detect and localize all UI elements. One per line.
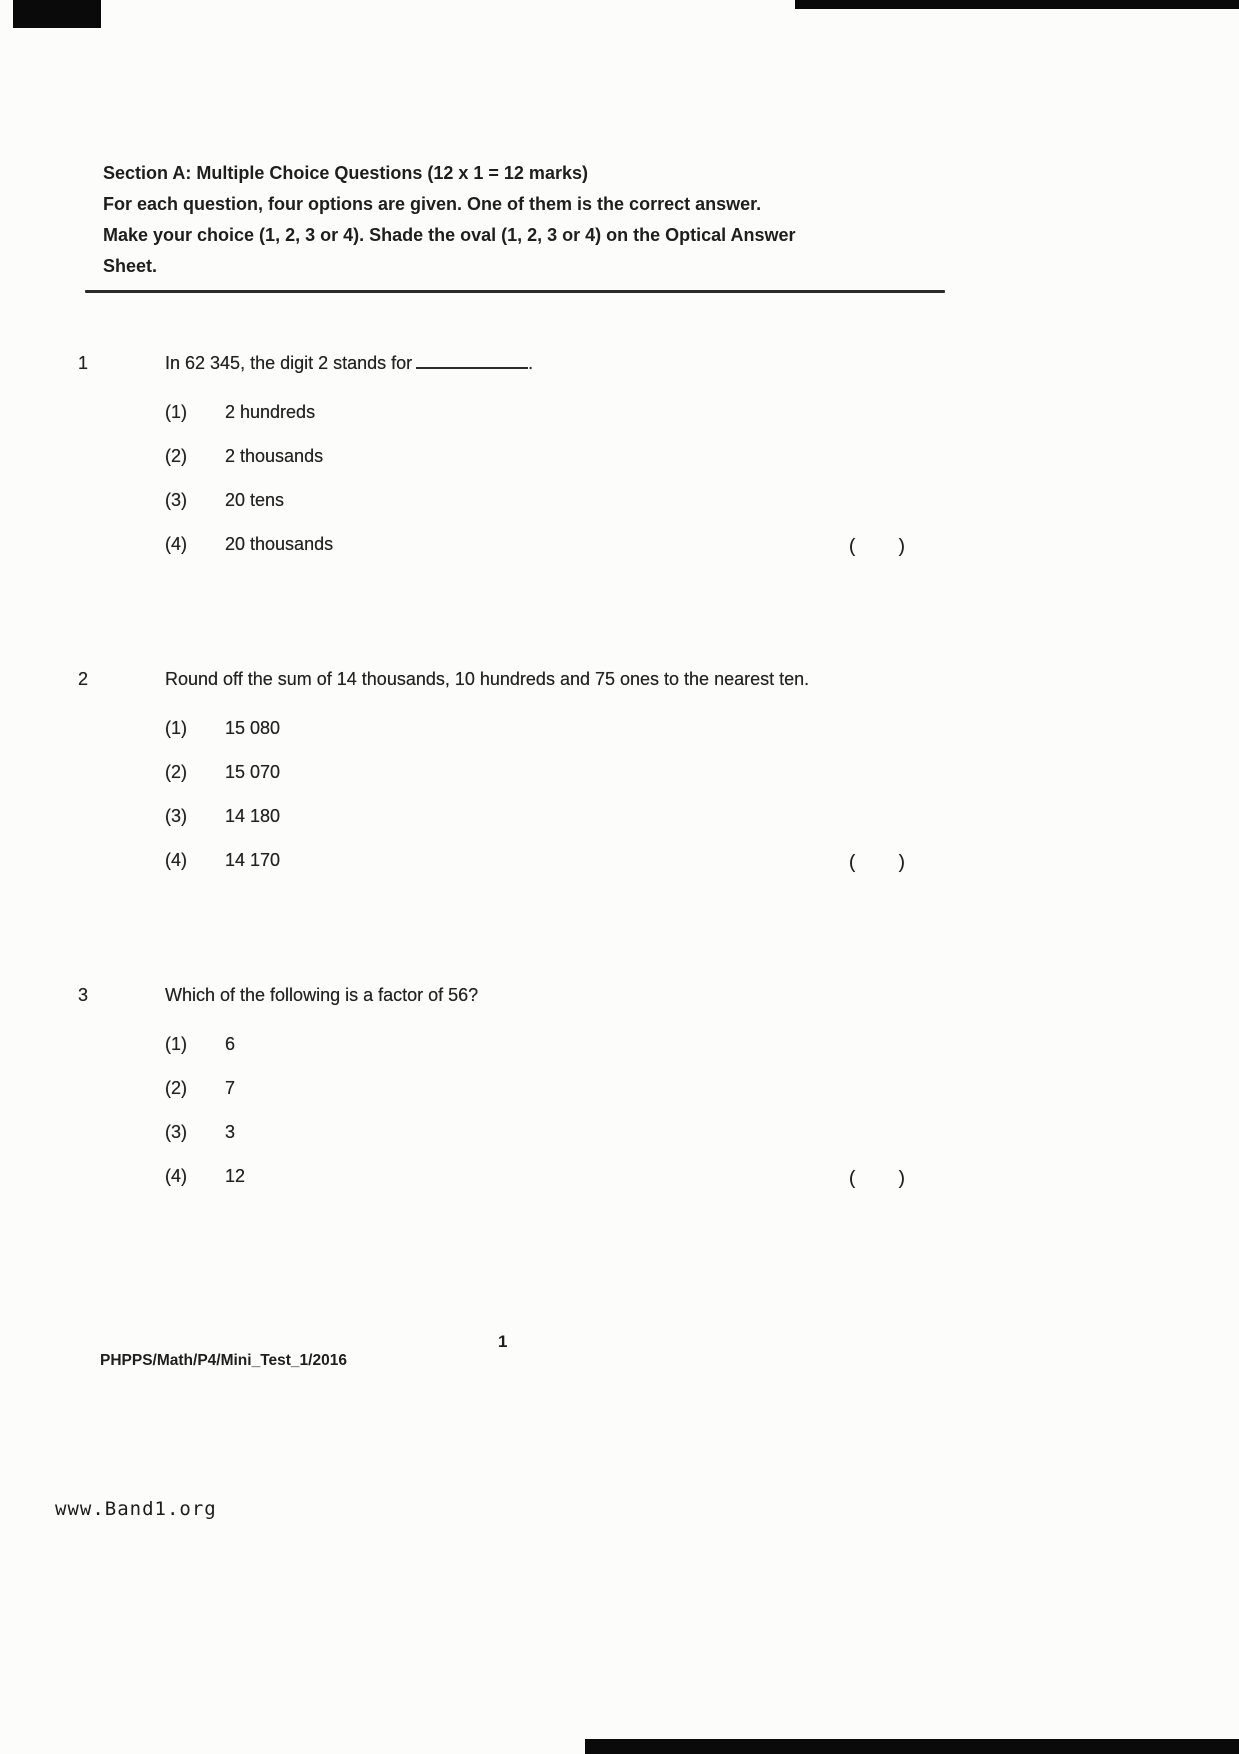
option-row — [78, 1121, 923, 1144]
question-text — [165, 984, 923, 1007]
question-row — [78, 668, 923, 691]
option-text: 14 180 — [225, 806, 281, 826]
options-list — [78, 717, 923, 872]
section-divider — [85, 290, 945, 293]
option-label: (4) — [165, 1166, 187, 1186]
option-text: 7 — [225, 1078, 236, 1098]
watermark: www.Band1.org — [55, 1498, 217, 1520]
option-label: (4) — [165, 850, 187, 870]
scan-artifact-bottom — [585, 1739, 1239, 1754]
option-row — [78, 805, 923, 828]
option-label: (1) — [165, 718, 187, 738]
section-header — [103, 158, 943, 282]
instruction-line-1: For each question, four options are given. One of them is the correct answer. — [103, 194, 762, 214]
question-number: 1 — [78, 353, 89, 373]
option-row — [78, 761, 923, 784]
close-paren: ) — [898, 536, 905, 557]
answer-bracket — [849, 535, 905, 558]
answer-bracket — [849, 851, 905, 874]
option-text: 20 tens — [225, 490, 285, 510]
scan-artifact-top-right — [795, 0, 1239, 9]
option-row — [78, 533, 923, 556]
open-paren: ( — [849, 536, 856, 557]
option-text: 3 — [225, 1122, 236, 1142]
option-label: (3) — [165, 490, 187, 510]
question-text — [165, 668, 923, 691]
option-row — [78, 401, 923, 424]
instruction-line-3: Sheet. — [103, 256, 158, 276]
question-block — [78, 668, 923, 872]
instruction-line-2: Make your choice (1, 2, 3 or 4). Shade the oval (1, 2, 3 or 4) on the Optical Answer — [103, 225, 796, 245]
option-label: (3) — [165, 1122, 187, 1142]
option-text: 2 hundreds — [225, 402, 316, 422]
option-row — [78, 1165, 923, 1188]
question-text-body: In 62 345, the digit 2 stands for — [165, 353, 413, 373]
questions-list — [78, 352, 923, 1300]
option-text: 6 — [225, 1034, 236, 1054]
question-number: 3 — [78, 985, 89, 1005]
answer-bracket — [849, 1167, 905, 1190]
option-row — [78, 1033, 923, 1056]
option-label: (1) — [165, 402, 187, 422]
answer-blank — [416, 353, 528, 369]
option-text: 15 070 — [225, 762, 281, 782]
option-label: (2) — [165, 446, 187, 466]
option-row — [78, 445, 923, 468]
question-block — [78, 352, 923, 556]
option-text: 2 thousands — [225, 446, 324, 466]
open-paren: ( — [849, 1168, 856, 1189]
option-text: 20 thousands — [225, 534, 334, 554]
page-number: 1 — [498, 1332, 508, 1351]
option-label: (2) — [165, 1078, 187, 1098]
question-row — [78, 352, 923, 375]
option-row — [78, 1077, 923, 1100]
option-label: (3) — [165, 806, 187, 826]
open-paren: ( — [849, 852, 856, 873]
question-text-body: Round off the sum of 14 thousands, 10 hundreds and 75 ones to the nearest ten. — [165, 669, 810, 689]
options-list — [78, 401, 923, 556]
section-title: Section A: Multiple Choice Questions (12 x 1 = 12 marks) — [103, 163, 588, 183]
option-row — [78, 849, 923, 872]
options-list — [78, 1033, 923, 1188]
option-label: (2) — [165, 762, 187, 782]
option-text: 15 080 — [225, 718, 281, 738]
question-block — [78, 984, 923, 1188]
option-label: (4) — [165, 534, 187, 554]
close-paren: ) — [898, 852, 905, 873]
question-number: 2 — [78, 669, 89, 689]
option-row — [78, 489, 923, 512]
close-paren: ) — [898, 1168, 905, 1189]
question-text-body: Which of the following is a factor of 56? — [165, 985, 479, 1005]
scan-artifact-top-left — [13, 0, 101, 28]
document-code: PHPPS/Math/P4/Mini_Test_1/2016 — [100, 1352, 347, 1369]
option-text: 14 170 — [225, 850, 281, 870]
question-text — [165, 352, 923, 375]
option-row — [78, 717, 923, 740]
blank-suffix: . — [528, 353, 534, 373]
question-row — [78, 984, 923, 1007]
option-text: 12 — [225, 1166, 246, 1186]
option-label: (1) — [165, 1034, 187, 1054]
